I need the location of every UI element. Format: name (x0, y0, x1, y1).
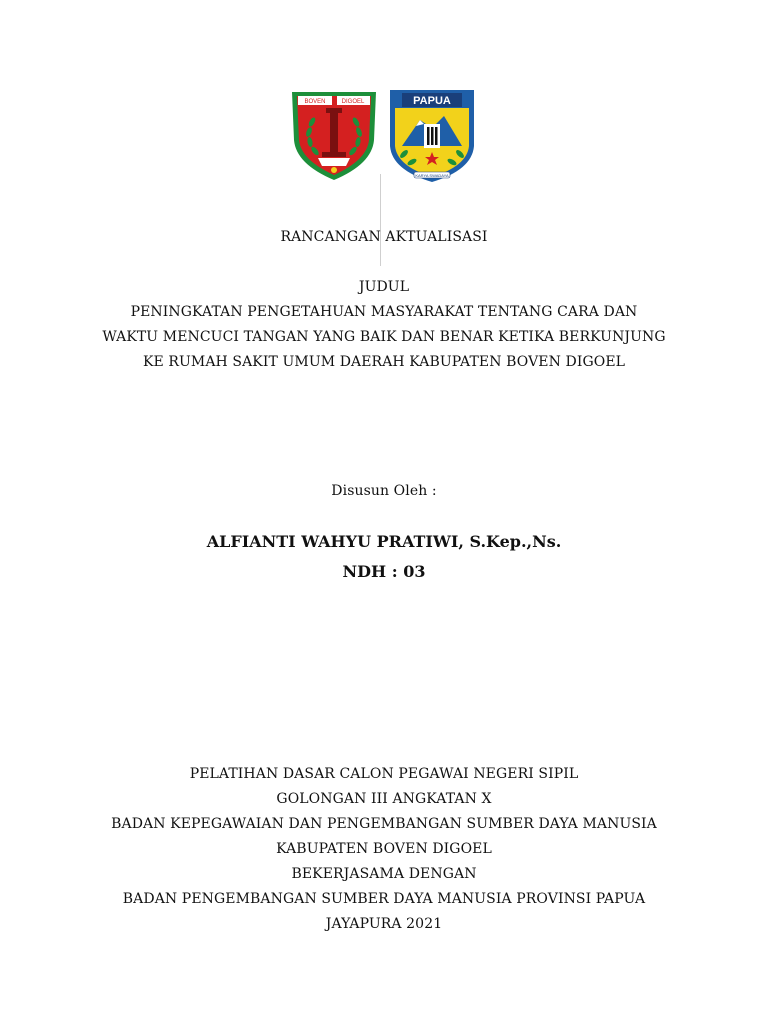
boven-digoel-shield-icon (288, 86, 380, 182)
footer-line-5: BEKERJASAMA DENGAN (291, 866, 477, 882)
document-heading: RANCANGAN AKTUALISASI (280, 229, 488, 245)
judul-label: JUDUL (358, 279, 410, 295)
title-line-2: WAKTU MENCUCI TANGAN YANG BAIK DAN BENAR KETIKA BERKUNJUNG (102, 329, 666, 345)
author-label: Disusun Oleh : (331, 483, 437, 499)
author-name: ALFIANTI WAHYU PRATIWI, S.Kep.,Ns. (206, 532, 562, 551)
title-line-3: KE RUMAH SAKIT UMUM DAERAH KABUPATEN BOVEN DIGOEL (142, 354, 626, 370)
papua-province-emblem-icon (386, 86, 478, 184)
footer-line-3: BADAN KEPEGAWAIAN DAN PENGEMBANGAN SUMBER DAYA MANUSIA (111, 816, 657, 832)
logo-divider (380, 174, 381, 266)
footer-line-6: BADAN PENGEMBANGAN SUMBER DAYA MANUSIA PROVINSI PAPUA (122, 891, 646, 907)
footer-line-4: KABUPATEN BOVEN DIGOEL (276, 841, 492, 857)
logo-row (0, 86, 768, 184)
footer-line-1: PELATIHAN DASAR CALON PEGAWAI NEGERI SIPIL (189, 766, 579, 782)
footer-line-2: GOLONGAN III ANGKATAN X (276, 791, 492, 807)
footer-line-7: JAYAPURA 2021 (325, 916, 443, 932)
left-logo-top-left-text: BOVEN (304, 99, 326, 105)
papua-motto-text: KARYA SWADAYA (415, 173, 449, 178)
papua-banner-text: PAPUA (413, 95, 451, 107)
left-logo-top-right-text: DIGOEL (341, 99, 365, 105)
ndh-number: NDH : 03 (342, 562, 426, 581)
title-line-1: PENINGKATAN PENGETAHUAN MASYARAKAT TENTANG CARA DAN (130, 304, 638, 320)
